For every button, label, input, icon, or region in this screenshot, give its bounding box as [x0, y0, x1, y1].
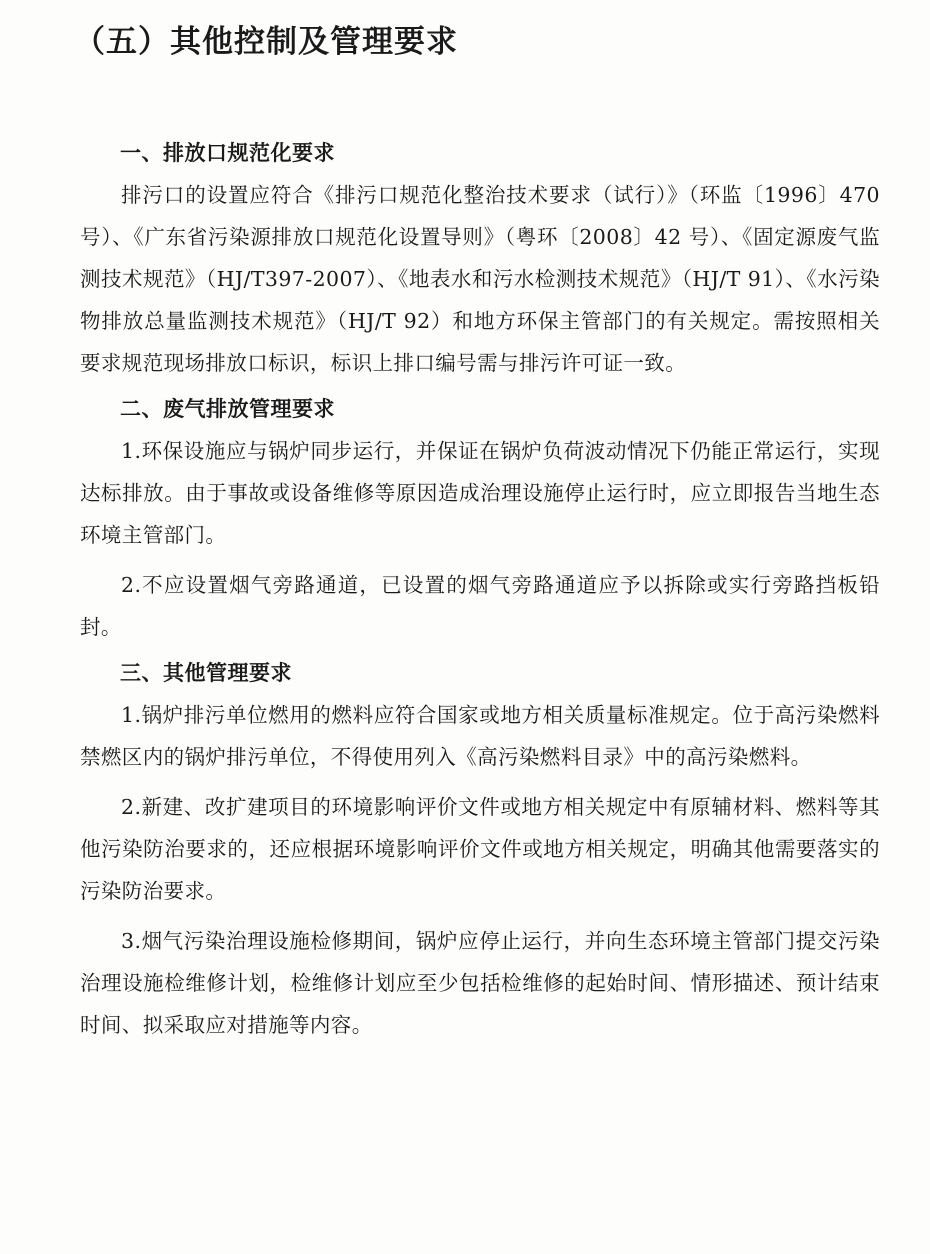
section-paragraph: 1.环保设施应与锅炉同步运行，并保证在锅炉负荷波动情况下仍能正常运行，实现达标排放。由于事故或设备维修等原因造成治理设施停止运行时，应立即报告当地生态环境主管部门。	[80, 439, 880, 547]
section-heading-discharge-outlet: 一、排放口规范化要求	[120, 140, 335, 165]
page-title: （五）其他控制及管理要求	[74, 24, 458, 60]
document-body	[80, 132, 880, 1046]
section-paragraph: 排污口的设置应符合《排污口规范化整治技术要求（试行）》（环监〔1996〕470 号）、《广东省污染源排放口规范化设置导则》（粤环〔2008〕42 号）、《固定源废气监测技术规范》（HJ/T397-2007）、《地表水和污水检测技术规范》（HJ/T 91）、《水污染物排放总量监测技术规范》（HJ/T 92）和地方环保主管部门的有关规定。需按照相关要求规范现场排放口标识，标识上排口编号需与排污许可证一致。	[80, 183, 880, 375]
section-paragraph: 2.新建、改扩建项目的环境影响评价文件或地方相关规定中有原辅材料、燃料等其他污染防治要求的，还应根据环境影响评价文件或地方相关规定，明确其他需要落实的污染防治要求。	[80, 795, 880, 903]
section-paragraph: 2.不应设置烟气旁路通道，已设置的烟气旁路通道应予以拆除或实行旁路挡板铅封。	[80, 573, 880, 639]
section-paragraph: 1.锅炉排污单位燃用的燃料应符合国家或地方相关质量标准规定。位于高污染燃料禁燃区内的锅炉排污单位，不得使用列入《高污染燃料目录》中的高污染燃料。	[80, 703, 880, 769]
section-heading-exhaust-gas: 二、废气排放管理要求	[120, 396, 335, 421]
section-heading-other-management: 三、其他管理要求	[120, 660, 292, 685]
section-paragraph: 3.烟气污染治理设施检修期间，锅炉应停止运行，并向生态环境主管部门提交污染治理设施检维修计划，检维修计划应至少包括检维修的起始时间、情形描述、预计结束时间、拟采取应对措施等内容。	[80, 929, 880, 1037]
